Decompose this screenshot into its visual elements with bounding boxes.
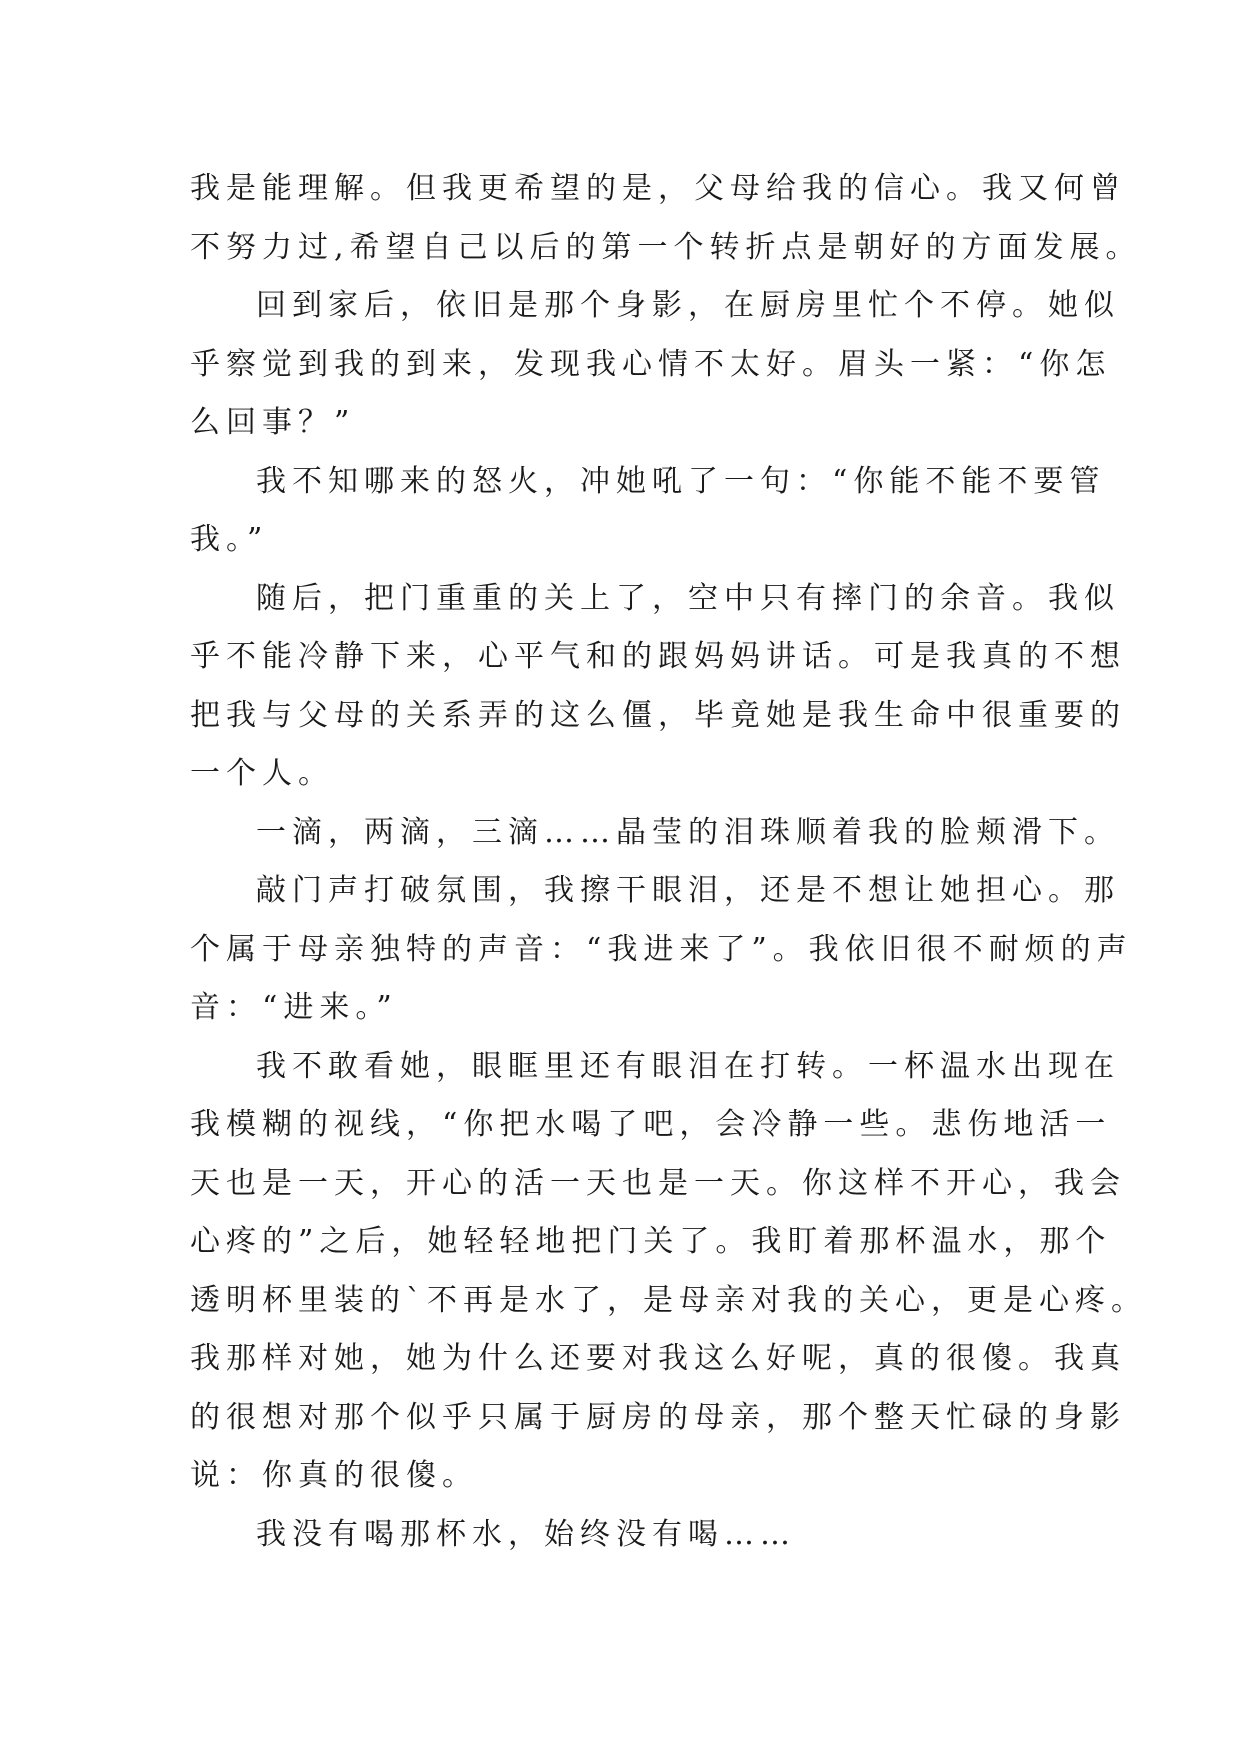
text-line: 把我与父母的关系弄的这么僵，毕竟她是我生命中很重要的 xyxy=(190,697,1126,733)
text-line: 我。” xyxy=(190,522,269,557)
text-line: 说：你真的很傻。 xyxy=(190,1458,478,1493)
text-line: 不努力过,希望自己以后的第一个转折点是朝好的方面发展。 xyxy=(190,229,1142,265)
paragraph-start-line: 随后，把门重重的关上了，空中只有摔门的余音。我似 xyxy=(256,580,1120,616)
paragraph-start-line: 我不知哪来的怒火，冲她吼了一句：“你能不能不要管 xyxy=(256,463,1106,499)
text-line: 乎察觉到我的到来，发现我心情不太好。眉头一紧：“你怎 xyxy=(190,346,1112,382)
text-line: 个属于母亲独特的声音：“我进来了”。我依旧很不耐烦的声 xyxy=(190,931,1133,967)
paragraph-start-line: 回到家后，依旧是那个身影，在厨房里忙个不停。她似 xyxy=(256,288,1120,323)
text-line: 我模糊的视线，“你把水喝了吧，会冷静一些。悲伤地活一 xyxy=(190,1107,1112,1142)
text-line: 我是能理解。但我更希望的是，父母给我的信心。我又何曾 xyxy=(190,171,1126,206)
text-line: 么回事？” xyxy=(190,405,356,440)
paragraph-start-line: 我不敢看她，眼眶里还有眼泪在打转。一杯温水出现在 xyxy=(256,1048,1120,1084)
text-line: 心疼的”之后，她轻轻地把门关了。我盯着那杯温水，那个 xyxy=(190,1224,1112,1259)
text-line: 我那样对她，她为什么还要对我这么好呢，真的很傻。我真 xyxy=(190,1341,1126,1376)
text-line: 的很想对那个似乎只属于厨房的母亲，那个整天忙碌的身影 xyxy=(190,1399,1126,1435)
text-line: 音：“进来。” xyxy=(190,990,398,1025)
paragraph-start-line: 一滴，两滴，三滴……晶莹的泪珠顺着我的脸颊滑下。 xyxy=(256,814,1120,850)
text-line: 透明杯里装的`不再是水了，是母亲对我的关心，更是心疼。 xyxy=(190,1282,1147,1318)
text-line: 天也是一天，开心的活一天也是一天。你这样不开心，我会 xyxy=(190,1165,1126,1201)
text-line: 一个人。 xyxy=(190,756,334,791)
paragraph-start-line: 我没有喝那杯水，始终没有喝…… xyxy=(256,1516,796,1552)
body-text xyxy=(190,160,1147,1564)
text-line: 乎不能冷静下来，心平气和的跟妈妈讲话。可是我真的不想 xyxy=(190,639,1126,674)
paragraph-start-line: 敲门声打破氛围，我擦干眼泪，还是不想让她担心。那 xyxy=(256,873,1120,908)
